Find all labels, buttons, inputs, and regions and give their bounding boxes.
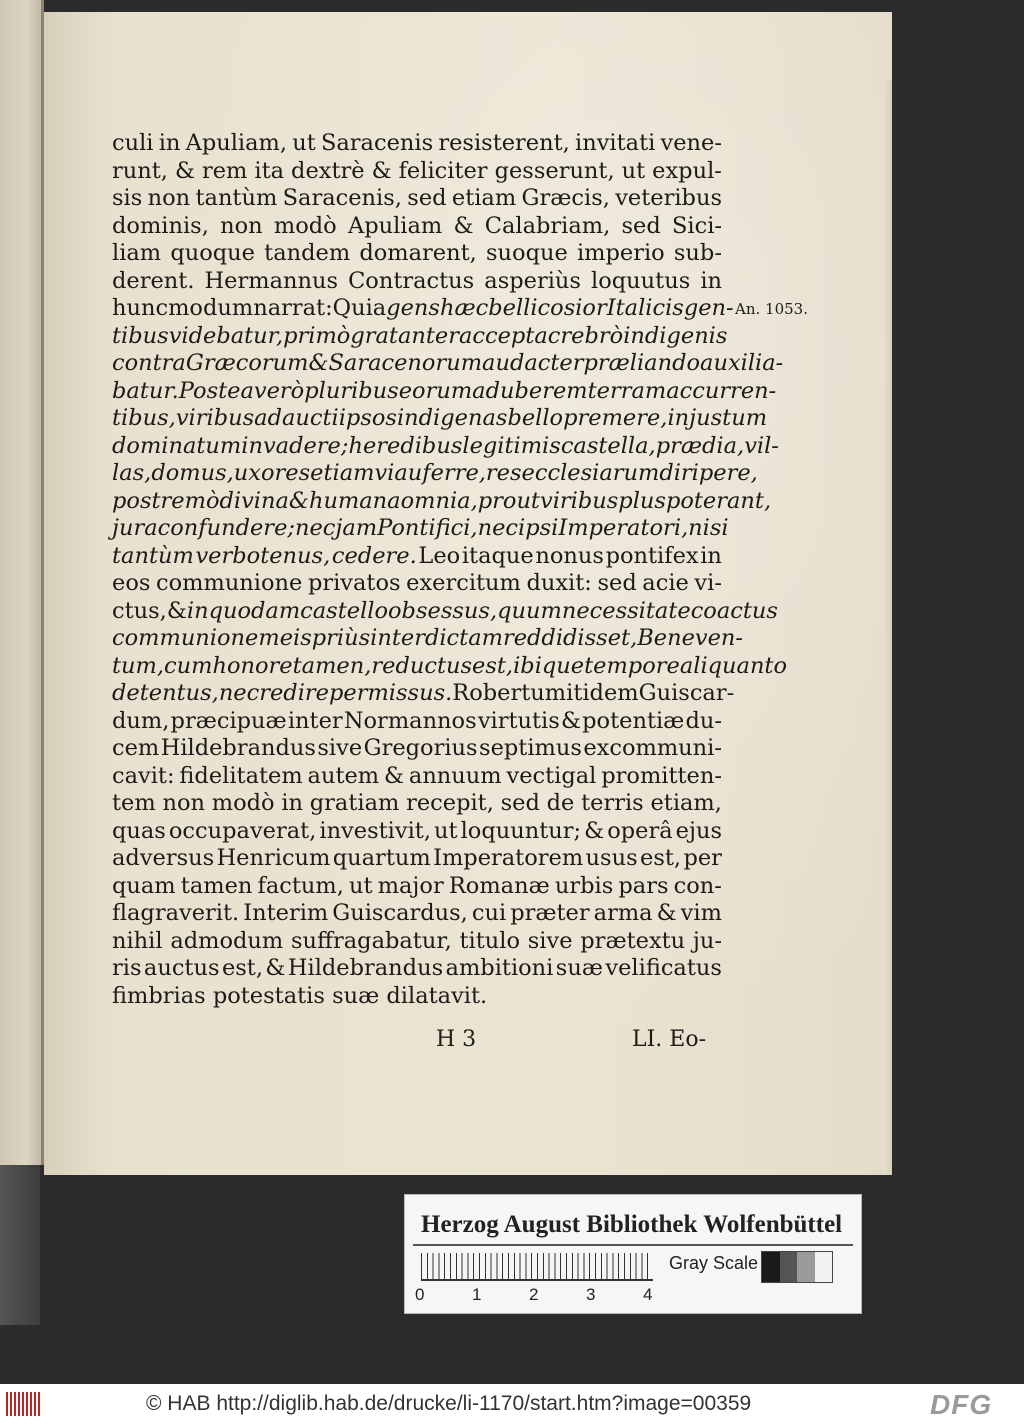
ruler-baseline <box>421 1279 653 1281</box>
previous-page-edge <box>0 0 44 1165</box>
library-color-chart-label <box>404 1194 862 1314</box>
text-line: contra Græcorum & Saracenorum audacter præliando auxilia- <box>112 350 784 376</box>
scale-ruler <box>421 1253 653 1279</box>
signature-mark: H 3 <box>436 1027 477 1052</box>
text-line: communionem eis priùs interdictam reddidisset, Beneven- <box>112 625 744 651</box>
gray-scale-label: Gray Scale <box>669 1253 759 1273</box>
page-edge-shadow <box>884 80 892 1175</box>
ruler-number: 0 <box>415 1285 425 1304</box>
label-divider <box>413 1244 853 1246</box>
text-line: las, domus, uxores etiam vi auferre, res ecclesiarum diripere, <box>112 460 758 486</box>
book-cover-edge <box>0 1165 40 1325</box>
text-line: tum, cum honore tamen, reductus est, ibique tempore aliquanto <box>112 652 788 679</box>
gray-swatch <box>797 1252 815 1282</box>
text-line: cem Hildebrandus sive Gregorius septimus excommuni- <box>112 735 722 761</box>
text-line: ctus, & in quodam castello obsessus, quum necessitate coactus <box>112 597 778 624</box>
marginal-note: An. 1053. <box>735 300 808 318</box>
copyright-url[interactable]: © HAB http://diglib.hab.de/drucke/li-1170/start.htm?image=00359 <box>146 1392 752 1415</box>
text-line: batur. Postea verò pluribus eorum ad uberem terram accurren- <box>112 377 777 404</box>
library-name: Herzog August Bibliothek Wolfenbüttel <box>421 1211 843 1238</box>
gray-swatch <box>762 1252 780 1282</box>
text-line: cavit: fidelitatem autem & annuum vectigal promitten- <box>112 762 722 789</box>
catchword: LI. Eo- <box>632 1027 707 1052</box>
ruler-number: 1 <box>472 1285 482 1304</box>
text-line: jura confundere; nec jam Pontifici, nec ipsi Imperatori, nisi <box>112 515 729 541</box>
text-line: dominatum invadere; heredibus legitimis castella, prædia, vil- <box>112 432 779 459</box>
text-line: culi in Apuliam, ut Saracenis resisterent, invitati vene- <box>112 130 722 156</box>
text-line: runt, & rem ita dextrè & feliciter gesserunt, ut expul- <box>112 157 722 184</box>
text-line: quam tamen factum, ut major Romanæ urbis pars con- <box>112 872 722 899</box>
text-line: flagraverit. Interim Guiscardus, cui præter arma & vim <box>112 900 722 926</box>
viewer-footer <box>0 1384 1024 1424</box>
text-line: detentus, nec redire permissus. Robertum itidem Guiscar- <box>112 680 735 706</box>
ruler-number: 4 <box>643 1285 653 1304</box>
text-line: eos communione privatos exercitum duxit: sed acie vi- <box>112 570 722 596</box>
text-line: quas occupaverat, investivit, ut loquuntur; & operâ ejus <box>112 817 722 844</box>
text-line: hunc modum narrat: Quia gens hæc bellicosior Italicis gen- <box>112 295 734 321</box>
dfg-logo: DFG <box>930 1389 993 1420</box>
gray-swatch <box>815 1252 833 1282</box>
text-line: ris auctus est, & Hildebrandus ambitioni suæ velificatus <box>112 955 722 981</box>
text-line: derent. Hermannus Contractus asperiùs loquutus in <box>112 267 722 294</box>
text-line: dominis, non modò Apuliam & Calabriam, sed Sici- <box>112 212 722 239</box>
text-line: nihil admodum suffragabatur, titulo sive prætextu ju- <box>112 927 722 954</box>
text-line: tem non modò in gratiam recepit, sed de terris etiam, <box>112 790 722 816</box>
text-line: adversus Henricum quartum Imperatorem usus est, per <box>112 845 722 871</box>
text-line: sis non tantùm Saracenis, sed etiam Græcis, veteribus <box>112 185 722 211</box>
text-line: liam quoque tandem domarent, suoque imperio sub- <box>112 240 722 266</box>
gray-scale-swatches <box>761 1251 833 1283</box>
text-line: fimbrias potestatis suæ dilatavit. <box>112 982 488 1009</box>
text-line: tantùm verbotenus, cedere. Leo itaque nonus pontifex in <box>112 542 722 569</box>
text-line: tibus videbatur, primò gratanter accepta crebrò indigenis <box>112 322 728 349</box>
hab-barcode-icon <box>6 1392 40 1416</box>
text-line: tibus, viribus adaucti ipsos indigenas bello premere, injustum <box>112 405 768 431</box>
text-line: dum, præcipuæ inter Normannos virtutis & potentiæ du- <box>112 707 722 734</box>
ruler-number: 2 <box>529 1285 539 1304</box>
text-line: postremò divina & humana omnia, prout viribus plus poterant, <box>112 487 772 514</box>
ruler-number: 3 <box>586 1285 596 1304</box>
gray-swatch <box>780 1252 798 1282</box>
